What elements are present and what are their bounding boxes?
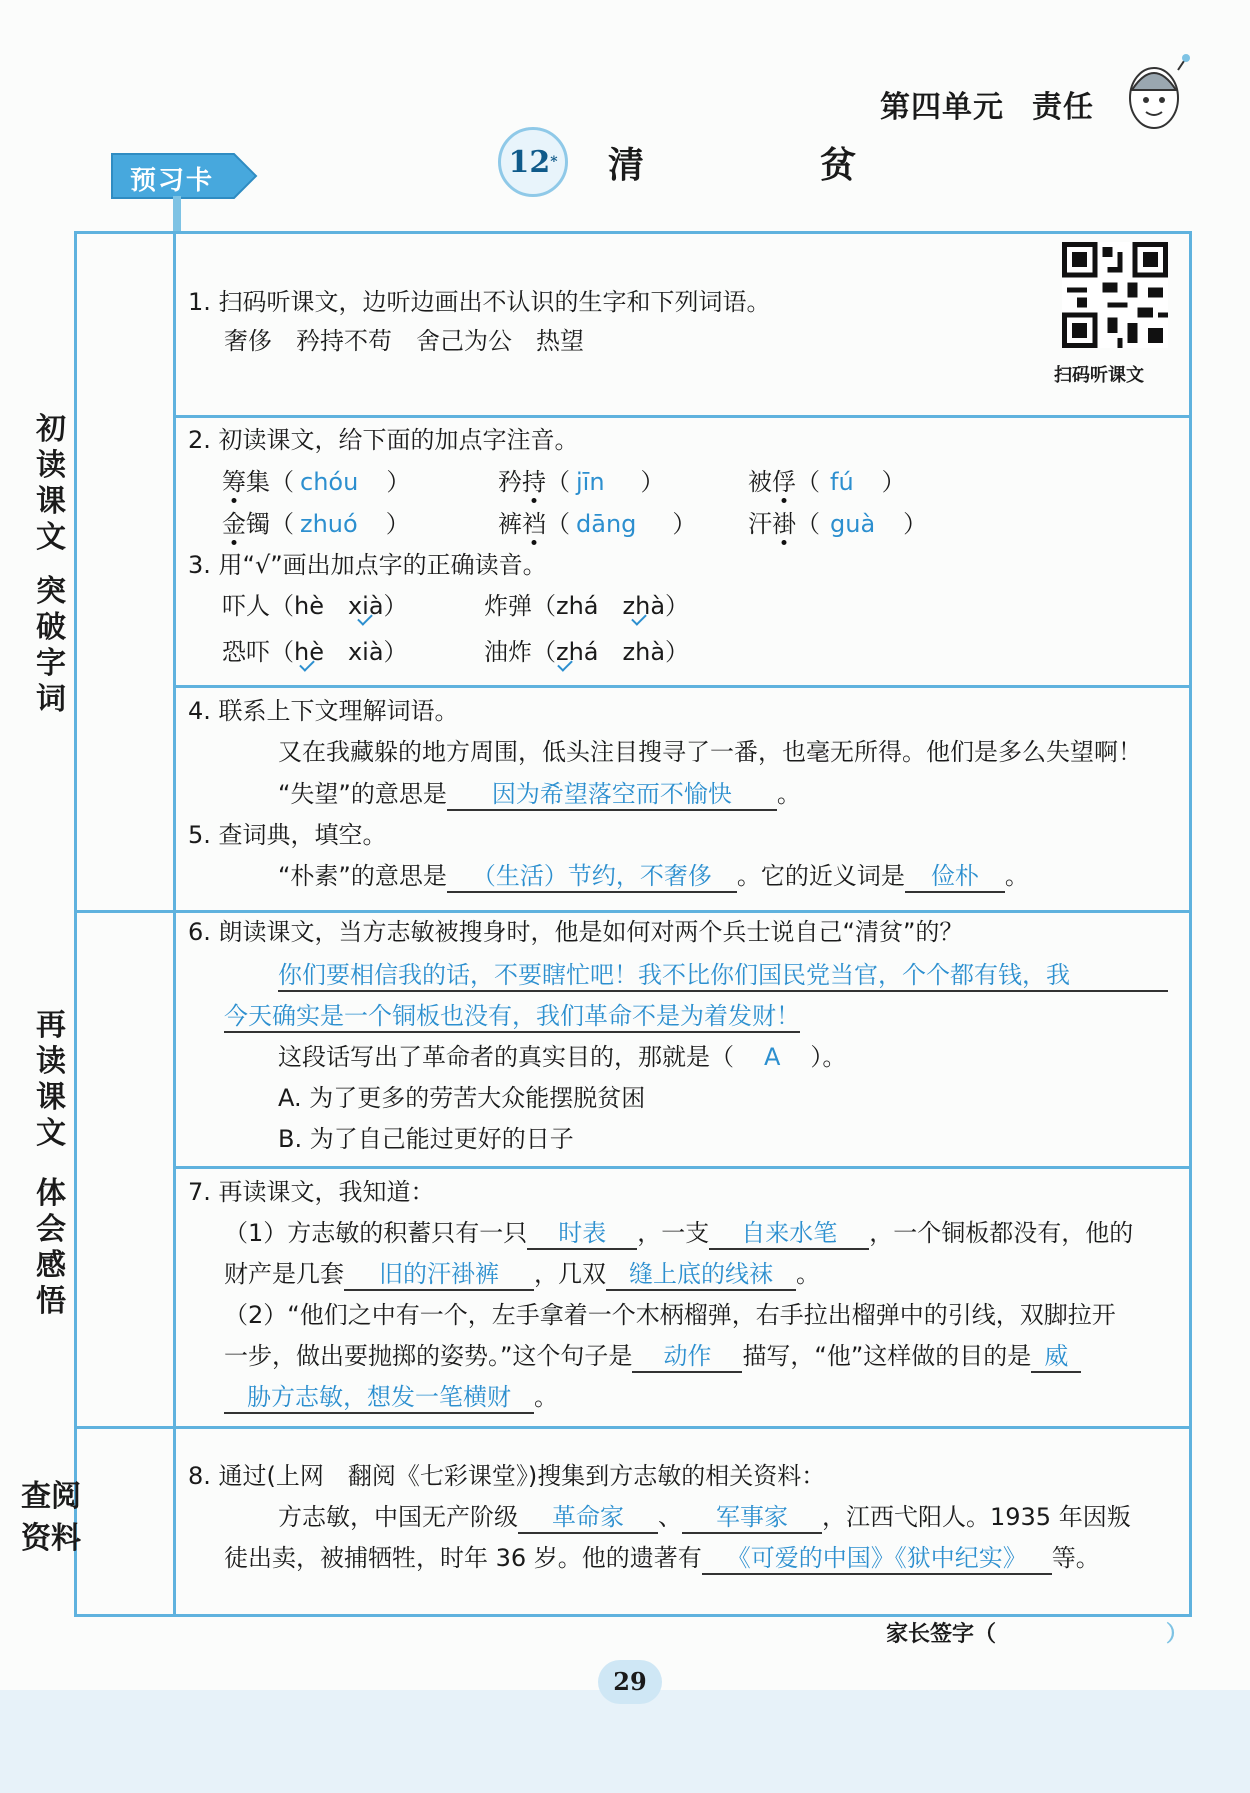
- answer: 革命家: [518, 1502, 658, 1534]
- q7-prompt: 7. 再读课文，我知道：: [188, 1178, 435, 1206]
- answer: fú: [830, 468, 854, 496]
- q2-item: 矜持（ jīn ）: [498, 468, 665, 496]
- answer: 缝上底的线袜: [606, 1259, 796, 1291]
- answer: A: [764, 1043, 781, 1071]
- answer: 动作: [632, 1341, 742, 1373]
- q3-item: 油炸（zhá zhà）: [484, 638, 690, 666]
- answer: jīn: [576, 468, 605, 496]
- lesson-title: [498, 132, 926, 192]
- q4-passage: 又在我藏躲的地方周围，低头注目搜寻了一番，也毫无所得。他们是多么失望啊！: [278, 738, 1142, 766]
- answer: dāng: [576, 510, 637, 538]
- q8-line: 徒出卖，被捕牺牲，时年 36 岁。他的遗著有 《可爱的中国》《狱中纪实》 等。: [224, 1543, 1100, 1575]
- q6-prompt: 6. 朗读课文，当方志敏被搜身时，他是如何对两个兵士说自己“清贫”的？: [188, 918, 964, 946]
- section-label-research: 查阅 资料: [21, 1479, 81, 1556]
- q1-prompt: 1. 扫码听课文，边听边画出不认识的生字和下列词语。: [188, 288, 771, 316]
- q4-answer-line: “失望”的意思是 因为希望落空而不愉快 。: [278, 779, 801, 811]
- page-number: 29: [598, 1660, 662, 1704]
- tag-post: [173, 196, 181, 232]
- q2-item: 裤裆（ dāng ）: [498, 510, 697, 538]
- unit-label: 第四单元: [880, 90, 1004, 125]
- q6-answer-line: [224, 1001, 800, 1033]
- answer: zhuó: [300, 510, 358, 538]
- q6-answer-line: [278, 960, 1168, 992]
- preview-card-tag: [108, 150, 260, 202]
- q3-item: 恐吓（hè xià）: [222, 638, 408, 666]
- divider: [176, 415, 1189, 418]
- answer: chóu: [300, 468, 359, 496]
- bottom-band: [0, 1690, 1250, 1793]
- tag-label: 预习卡: [130, 166, 215, 196]
- q3-prompt: 3. 用“√”画出加点字的正确读音。: [188, 551, 547, 579]
- q5-prompt: 5. 查词典，填空。: [188, 821, 387, 849]
- divider: [176, 1166, 1189, 1169]
- q6-option-a: A. 为了更多的劳苦大众能摆脱贫困: [278, 1084, 646, 1112]
- divider: [176, 685, 1189, 688]
- qr-label: 扫码听课文: [1054, 365, 1144, 386]
- q6-option-b: B. 为了自己能过更好的日子: [278, 1125, 574, 1153]
- q2-item: 金镯（ zhuó ）: [222, 510, 410, 538]
- q2-item: 汗褂（ guà ）: [748, 510, 928, 538]
- answer: 自来水笔: [709, 1218, 869, 1250]
- answer: 旧的汗褂裤: [344, 1259, 534, 1291]
- q2-item: 被俘（ fú ）: [748, 468, 906, 496]
- divider: [74, 1426, 1189, 1429]
- answer: guà: [830, 510, 876, 538]
- q2-prompt: 2. 初读课文，给下面的加点字注音。: [188, 426, 579, 454]
- answer: 你们要相信我的话，不要瞎忙吧！我不比你们国民党当官，个个都有钱，我: [278, 960, 1168, 992]
- mascot-icon: [1118, 50, 1190, 142]
- theme-label: 责任: [1032, 90, 1094, 125]
- qr-code-icon[interactable]: [1062, 242, 1168, 348]
- divider: [74, 910, 1189, 913]
- parent-signature: 家长签字（ ）: [886, 1622, 1189, 1647]
- answer: 胁方志敏，想发一笔横财: [224, 1382, 534, 1414]
- answer: 因为希望落空而不愉快: [447, 779, 777, 811]
- q8-prompt: 8. 通过(上网 翻阅《七彩课堂》)搜集到方志敏的相关资料：: [188, 1462, 826, 1490]
- q7-line: （1）方志敏的积蓄只有一只 时表 ，一支 自来水笔 ，一个铜板都没有，他的: [224, 1218, 1133, 1250]
- q2-item: 筹集（ chóu ）: [222, 468, 411, 496]
- q7-line: （2）“他们之中有一个，左手拿着一个木柄榴弹，右手拉出榴弹中的引线，双脚拉开: [224, 1301, 1116, 1329]
- q7-line: 胁方志敏，想发一笔横财 。: [224, 1382, 558, 1414]
- q6-question: 这段话写出了革命者的真实目的，那就是（ A ）。: [278, 1043, 847, 1071]
- lesson-name: 清 贫: [608, 143, 927, 186]
- q5-answer-line: “朴素”的意思是 （生活）节约，不奢侈 。它的近义词是 俭朴 。: [278, 861, 1029, 893]
- answer: （生活）节约，不奢侈: [447, 861, 737, 893]
- section-label-first-read: 初 读 课 文 突 破 字 词: [36, 412, 66, 717]
- answer: 时表: [527, 1218, 637, 1250]
- q8-line: 方志敏，中国无产阶级 革命家 、 军事家 ，江西弋阳人。1935 年因叛: [278, 1502, 1131, 1534]
- q4-prompt: 4. 联系上下文理解词语。: [188, 697, 459, 725]
- unit-header: [880, 82, 1122, 126]
- lesson-number: 12 *: [498, 127, 568, 197]
- section-label-reread: 再 读 课 文 体 会 感 悟: [36, 1008, 66, 1319]
- q7-line: 一步，做出要抛掷的姿势。”这个句子是 动作 描写，“他”这样做的目的是 威: [224, 1341, 1081, 1373]
- answer: 今天确实是一个铜板也没有，我们革命不是为着发财！: [224, 1001, 800, 1033]
- q3-item: 炸弹（zhá zhà）: [484, 592, 690, 620]
- answer: 军事家: [682, 1502, 822, 1534]
- q7-line: 财产是几套 旧的汗褂裤 ，几双 缝上底的线袜 。: [224, 1259, 820, 1291]
- answer: 威: [1031, 1341, 1081, 1373]
- answer: 《可爱的中国》《狱中纪实》: [702, 1543, 1052, 1575]
- answer: 俭朴: [905, 861, 1005, 893]
- q3-item: 吓人（hè xià）: [222, 592, 408, 620]
- q1-words: 奢侈 矜持不苟 舍己为公 热望: [224, 327, 584, 355]
